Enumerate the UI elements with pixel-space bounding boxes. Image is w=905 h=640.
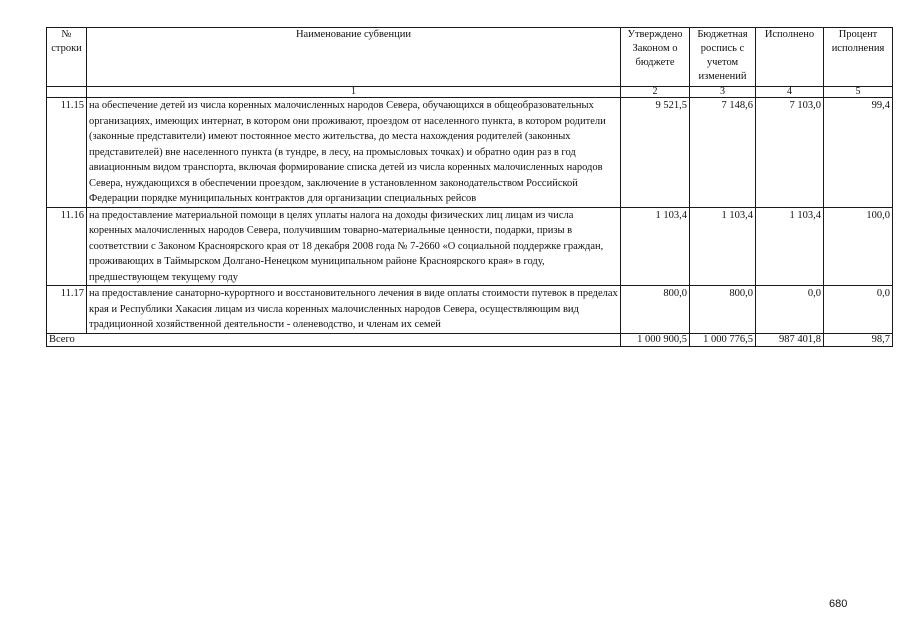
row-number: 11.15 bbox=[47, 98, 87, 208]
column-index-row bbox=[47, 87, 893, 98]
total-percent: 98,7 bbox=[824, 333, 893, 346]
row-budget: 800,0 bbox=[690, 286, 756, 334]
total-approved: 1 000 900,5 bbox=[621, 333, 690, 346]
index-cell bbox=[47, 87, 87, 98]
header-name: Наименование субвенции bbox=[87, 28, 621, 87]
row-budget: 7 148,6 bbox=[690, 98, 756, 208]
subventions-table bbox=[46, 27, 893, 347]
row-executed: 1 103,4 bbox=[756, 207, 824, 286]
index-cell: 2 bbox=[621, 87, 690, 98]
row-name: на обеспечение детей из числа коренных малочисленных народов Севера, обучающихся в общеобразовательных организациях, имеющих интернат, в котором они проживают, проездом от населенного пункта, в котором родители (законные представители) имеют постоянное место жительства, до места нахождения родителей (законных представителей) вне населенного пункта (в тундре, в лесу, на промысловых точках) и обратно один раз в год авиационным видом транспорта, включая формирование списка детей из числа коренных малочисленных народов Севера, нуждающихся в обеспечении проездом, заключение в установленном законодательством Российской Федерации порядке муниципальных контрактов для организации специальных рейсов bbox=[87, 98, 621, 208]
row-number: 11.16 bbox=[47, 207, 87, 286]
row-approved: 9 521,5 bbox=[621, 98, 690, 208]
row-name: на предоставление материальной помощи в целях уплаты налога на доходы физических лиц лицам из числа коренных малочисленных народов Севера, получившим товарно-материальные ценности, подарки, призы в соответствии с Законом Красноярского края от 18 декабря 2008 года № 7-2660 «О социальной поддержке граждан, проживающих в Таймырском Долгано-Ненецком муниципальном районе Красноярского края» в году, предшествующем текущему году bbox=[87, 207, 621, 286]
row-executed: 7 103,0 bbox=[756, 98, 824, 208]
table-row bbox=[47, 286, 893, 334]
row-approved: 1 103,4 bbox=[621, 207, 690, 286]
row-number: 11.17 bbox=[47, 286, 87, 334]
row-percent: 0,0 bbox=[824, 286, 893, 334]
row-approved: 800,0 bbox=[621, 286, 690, 334]
total-row bbox=[47, 333, 893, 346]
header-percent: Процент исполнения bbox=[824, 28, 893, 87]
row-percent: 99,4 bbox=[824, 98, 893, 208]
header-row bbox=[47, 28, 893, 87]
header-row-no: № строки bbox=[47, 28, 87, 87]
total-budget: 1 000 776,5 bbox=[690, 333, 756, 346]
header-approved: Утверждено Законом о бюджете bbox=[621, 28, 690, 87]
page-number: 680 bbox=[829, 598, 848, 610]
row-executed: 0,0 bbox=[756, 286, 824, 334]
header-budget: Бюджетная роспись с учетом изменений bbox=[690, 28, 756, 87]
total-executed: 987 401,8 bbox=[756, 333, 824, 346]
total-label: Всего bbox=[47, 333, 621, 346]
table-row bbox=[47, 207, 893, 286]
row-name: на предоставление санаторно-курортного и восстановительного лечения в виде оплаты стоимости путевок в пределах края и Республики Хакасия лицам из числа коренных малочисленных народов Севера, осуществляющим вид традиционной хозяйственной деятельности - оленеводство, и членам их семей bbox=[87, 286, 621, 334]
table-row bbox=[47, 98, 893, 208]
header-executed: Исполнено bbox=[756, 28, 824, 87]
index-cell: 5 bbox=[824, 87, 893, 98]
index-cell: 3 bbox=[690, 87, 756, 98]
row-percent: 100,0 bbox=[824, 207, 893, 286]
index-cell: 4 bbox=[756, 87, 824, 98]
index-cell: 1 bbox=[87, 87, 621, 98]
row-budget: 1 103,4 bbox=[690, 207, 756, 286]
